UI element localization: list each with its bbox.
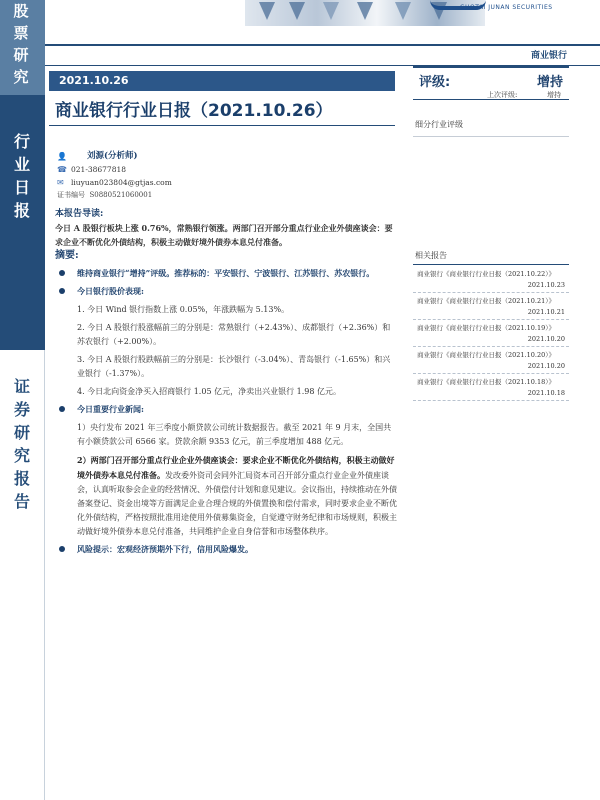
report-title: 商业银行行业日报（2021.10.26） [55,101,333,121]
title-divider [49,125,395,126]
related-report-date: 2021.10.23 [527,281,565,289]
sub-industry-rating-label: 细分行业评级 [415,120,463,129]
brand-name-en: GUOTAI JUNAN SECURITIES [460,4,553,11]
bullet-rating-text: 维持商业银行“增持”评级。推荐标的：平安银行、宁波银行、江苏银行、苏农银行。 [77,268,375,278]
related-report-date: 2021.10.18 [527,389,565,397]
news-item-1: 1）央行发布 2021 年三季度小额贷款公司统计数据报告。截至 2021 年 9 月末，全国共有小额贷款公司 6566 家。贷款余额 9353 亿元，前三季度增加 488 亿元。 [77,423,392,446]
bullet-stock-performance [55,284,398,299]
bullet-risk [55,542,398,557]
bullet-risk-text: 风险提示：宏观经济预期外下行，信用风险爆发。 [77,544,253,554]
bullet-stock-performance-text: 今日银行股价表现: [77,286,144,296]
analyst-block [57,150,172,202]
news-item-2-body: 发改委外资司会同外汇局资本司召开部分重点行业企业外债座谈会，认真听取参会企业的经营情况、外债偿付计划和意见建议。会议指出，持续推动在外债备案登记、资金出境等方面满足企业合理合规的外债置换和偿付需求，同时要求企业不断优化外债结构，严格按照批准用途使用外债募集资金，自觉遵守财务纪律和市场规则，积极主动做好境外债券本息兑付准备，共同维护企业自身信誉和市场整体秩序。 [77,471,397,536]
performance-point-4: 4. 今日北向资金净买入招商银行 1.05 亿元，净卖出兴业银行 1.98 亿元。 [77,387,341,396]
related-report-item[interactable] [413,320,569,347]
cert-number: S0880521060001 [89,191,153,199]
news-item-2-headline: 2）两部门召开部分重点行业企业外债座谈会：要求企业不断优化外债结构，积极主动做好境外债券本息兑付准备。 [77,455,395,480]
guide-text: 今日 A 股银行板块上涨 0.76%，常熟银行领涨。两部门召开部分重点行业企业外债座谈会：要求企业不断优化外债结构，积极主动做好境外债券本息兑付准备。 [55,223,393,247]
left-sidebar [0,0,45,800]
phone-icon: ☎ [57,165,67,174]
performance-point-1: 1. 今日 Wind 银行指数上涨 0.05%，年涨跌幅为 5.13%。 [77,305,290,314]
related-report-date: 2021.10.20 [527,335,565,343]
related-reports-title: 相关报告 [415,251,447,260]
bullet-industry-news-text: 今日重要行业新闻: [77,404,144,414]
bullet-rating [55,266,398,281]
related-report-item[interactable] [413,374,569,401]
sidebar-stock-research-label: 股票研究 [13,2,29,86]
rating-value: 增持 [536,75,563,90]
news-item-2 [55,453,398,539]
analyst-phone: 021-38677818 [71,165,127,174]
header-band [45,0,600,48]
related-report-date: 2021.10.20 [527,362,565,370]
guide-title: 本报告导读: [55,209,104,219]
related-report-item[interactable] [413,266,569,293]
header-rule [45,44,600,66]
summary-title: 摘要: [55,250,79,261]
report-date: 2021.10.26 [49,71,395,91]
performance-point-3: 3. 今日 A 股银行股跌幅前三的分别是：长沙银行（-3.04%）、青岛银行（-1.65%）和兴业银行（-1.37%）。 [77,355,391,378]
related-report-title: 商业银行《商业银行行业日报（2021.10.20）》 [417,351,555,359]
previous-rating-label: 上次评级: [487,91,518,99]
related-report-date: 2021.10.21 [527,308,565,316]
related-report-item[interactable] [413,347,569,374]
bullet-dot-icon [59,546,65,552]
related-reports-divider [413,264,569,265]
bullet-industry-news [55,402,398,417]
related-report-title: 商业银行《商业银行行业日报（2021.10.21）》 [417,297,555,305]
analyst-email[interactable]: liuyuan023804@gtjas.com [71,178,172,187]
section-label: 商业银行 [530,51,567,61]
related-reports-list [413,266,569,401]
performance-point-2: 2. 今日 A 股银行股涨幅前三的分别是：常熟银行（+2.43%）、成都银行（+2.36%）和苏农银行（+2.00%）。 [77,323,391,346]
related-report-title: 商业银行《商业银行行业日报（2021.10.18）》 [417,378,555,386]
rating-box [413,66,569,100]
email-icon: ✉ [57,178,64,187]
bullet-dot-icon [59,288,65,294]
report-body [55,207,398,557]
person-icon: 👤 [57,152,67,161]
rating-label: 评级: [419,75,451,90]
sidebar-industry-daily-label: 行业日报 [13,132,30,220]
sidebar-securities-report-label: 证券研究报告 [13,377,30,511]
bullet-dot-icon [59,270,65,276]
cert-label: 证书编号 [57,191,85,199]
analyst-name: 刘源(分析师) [87,151,138,161]
bullet-dot-icon [59,406,65,412]
related-report-title: 商业银行《商业银行行业日报（2021.10.19）》 [417,324,555,332]
related-report-title: 商业银行《商业银行行业日报（2021.10.22）》 [417,270,555,278]
previous-rating-value: 增持 [547,91,561,99]
sub-rating-divider [413,136,569,137]
related-report-item[interactable] [413,293,569,320]
